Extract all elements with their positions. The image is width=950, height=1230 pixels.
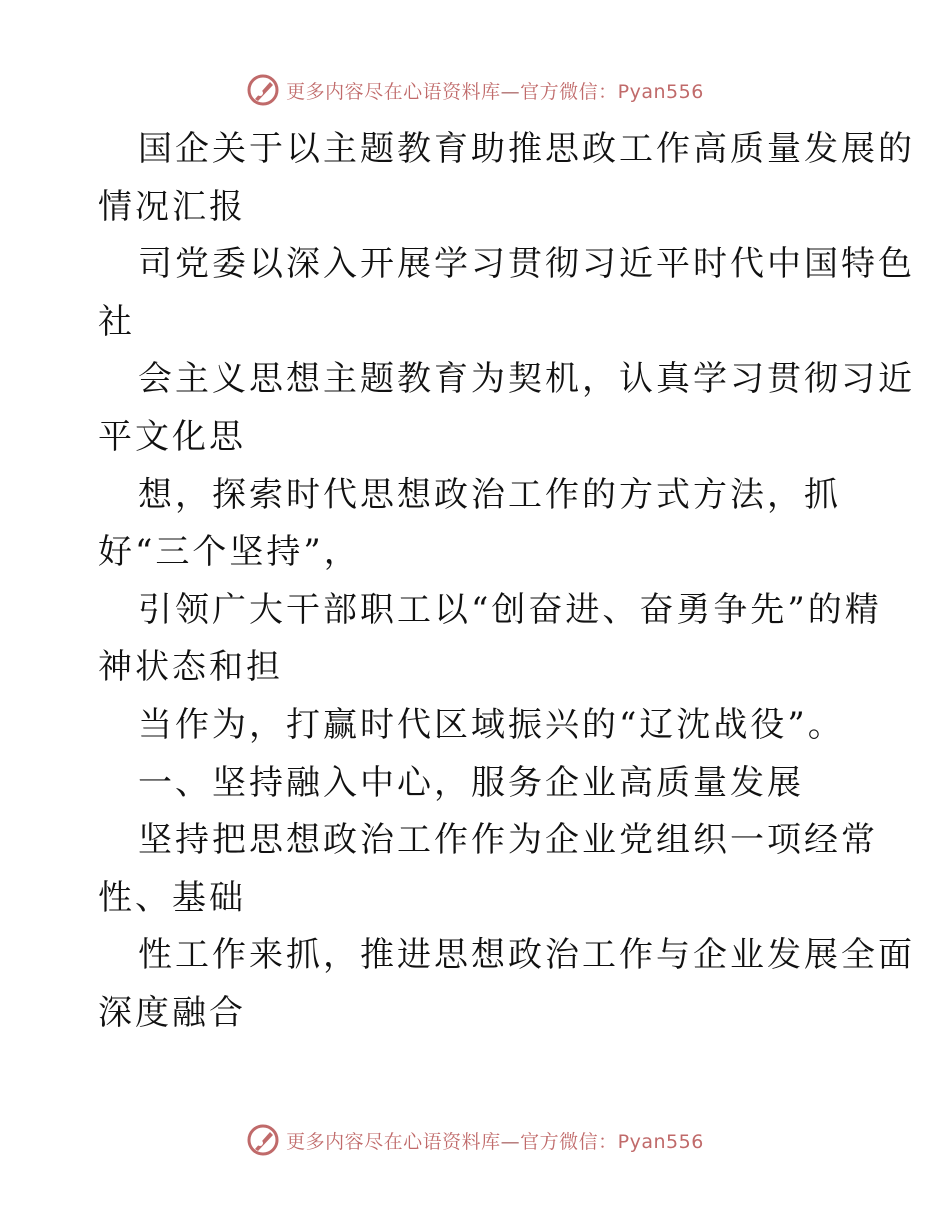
text-line: 深度融合 <box>98 992 246 1033</box>
watermark-text: 更多内容尽在心语资料库—官方微信：Pyan556 <box>286 1130 704 1153</box>
text-line: 当作为，打赢时代区域振兴的“辽沈战役”。 <box>138 704 845 745</box>
pen-logo-icon <box>246 1123 280 1157</box>
text-line: 好“三个坚持”， <box>98 532 361 573</box>
text-line: 会主义思想主题教育为契机，认真学习贯彻习近 <box>138 359 915 400</box>
document-body <box>98 121 915 1043</box>
text-line: 坚持把思想政治工作作为企业党组织一项经常 <box>138 820 878 861</box>
text-line: 社 <box>98 301 135 342</box>
text-line: 情况汇报 <box>98 186 246 227</box>
text-line: 引领广大干部职工以“创奋进、奋勇争先”的精 <box>138 589 882 630</box>
text-line: 平文化思 <box>98 416 246 457</box>
footer-watermark <box>0 1120 950 1160</box>
text-line: 想，探索时代思想政治工作的方式方法，抓 <box>138 474 841 515</box>
text-line: 司党委以深入开展学习贯彻习近平时代中国特色 <box>138 244 915 285</box>
text-line: 国企关于以主题教育助推思政工作高质量发展的 <box>138 129 915 169</box>
text-line: 一、坚持融入中心，服务企业高质量发展 <box>138 762 804 803</box>
text-line: 神状态和担 <box>98 647 283 688</box>
text-line: 性、基础 <box>98 877 246 918</box>
pen-logo-icon <box>246 73 280 107</box>
text-line: 性工作来抓，推进思想政治工作与企业发展全面 <box>138 935 915 976</box>
header-watermark <box>0 70 950 110</box>
watermark-text: 更多内容尽在心语资料库—官方微信：Pyan556 <box>286 80 704 103</box>
